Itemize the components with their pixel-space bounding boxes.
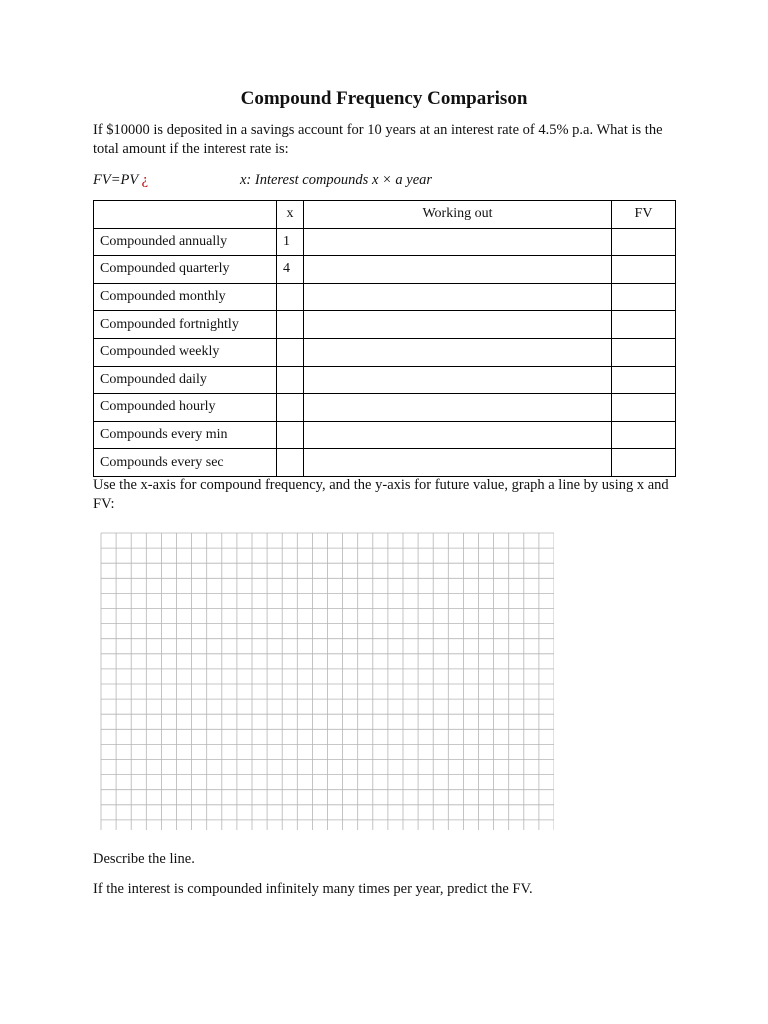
table-header-row xyxy=(94,201,676,229)
row-working-cell[interactable] xyxy=(304,256,612,284)
row-x-cell[interactable] xyxy=(277,283,304,311)
row-fv-cell[interactable] xyxy=(612,421,676,449)
formula-left xyxy=(93,170,148,190)
row-working-cell[interactable] xyxy=(304,449,612,477)
graph-paper-grid xyxy=(100,532,554,830)
table-row xyxy=(94,256,676,284)
question-describe-line: Describe the line. xyxy=(93,851,195,867)
row-working-cell[interactable] xyxy=(304,283,612,311)
row-working-cell[interactable] xyxy=(304,228,612,256)
row-x-cell[interactable] xyxy=(277,394,304,422)
row-fv-cell[interactable] xyxy=(612,366,676,394)
row-x-cell: 1 xyxy=(277,228,304,256)
page-title: Compound Frequency Comparison xyxy=(240,88,528,109)
row-fv-cell[interactable] xyxy=(612,228,676,256)
row-label: Compounded hourly xyxy=(94,394,277,422)
row-label: Compounded monthly xyxy=(94,283,277,311)
row-label: Compounded quarterly xyxy=(94,256,277,284)
formula-fv-pv: FV=PV xyxy=(93,172,138,188)
row-fv-cell[interactable] xyxy=(612,311,676,339)
graph-instruction: Use the x-axis for compound frequency, and the y-axis for future value, graph a line by using x and FV: xyxy=(93,477,669,512)
table-row xyxy=(94,311,676,339)
formula-line xyxy=(93,170,678,190)
header-label xyxy=(94,201,277,229)
row-label: Compounds every min xyxy=(94,421,277,449)
row-working-cell[interactable] xyxy=(304,394,612,422)
compound-table xyxy=(93,200,676,477)
row-fv-cell[interactable] xyxy=(612,449,676,477)
table-row xyxy=(94,394,676,422)
row-x-cell[interactable] xyxy=(277,366,304,394)
row-label: Compounded fortnightly xyxy=(94,311,277,339)
row-label: Compounds every sec xyxy=(94,449,277,477)
table-row xyxy=(94,228,676,256)
row-fv-cell[interactable] xyxy=(612,256,676,284)
table-row xyxy=(94,283,676,311)
row-x-cell: 4 xyxy=(277,256,304,284)
header-working: Working out xyxy=(304,201,612,229)
table-row xyxy=(94,366,676,394)
row-x-cell[interactable] xyxy=(277,449,304,477)
row-working-cell[interactable] xyxy=(304,311,612,339)
table-row xyxy=(94,338,676,366)
intro-paragraph: If $10000 is deposited in a savings account for 10 years at an interest rate of 4.5% p.a. What is the total amount if the interest rate is: xyxy=(93,122,663,157)
header-x: x xyxy=(277,201,304,229)
row-label: Compounded daily xyxy=(94,366,277,394)
row-working-cell[interactable] xyxy=(304,421,612,449)
row-label: Compounded annually xyxy=(94,228,277,256)
row-x-cell[interactable] xyxy=(277,338,304,366)
row-x-cell[interactable] xyxy=(277,421,304,449)
formula-x-definition: x: Interest compounds x × a year xyxy=(240,172,433,188)
table-row xyxy=(94,449,676,477)
row-label: Compounded weekly xyxy=(94,338,277,366)
row-x-cell[interactable] xyxy=(277,311,304,339)
table-row xyxy=(94,421,676,449)
header-fv: FV xyxy=(612,201,676,229)
row-fv-cell[interactable] xyxy=(612,394,676,422)
row-fv-cell[interactable] xyxy=(612,283,676,311)
row-working-cell[interactable] xyxy=(304,366,612,394)
row-working-cell[interactable] xyxy=(304,338,612,366)
question-predict-fv: If the interest is compounded infinitely many times per year, predict the FV. xyxy=(93,881,533,897)
table-body xyxy=(94,228,676,476)
row-fv-cell[interactable] xyxy=(612,338,676,366)
formula-missing-glyph: ¿ xyxy=(141,172,149,188)
